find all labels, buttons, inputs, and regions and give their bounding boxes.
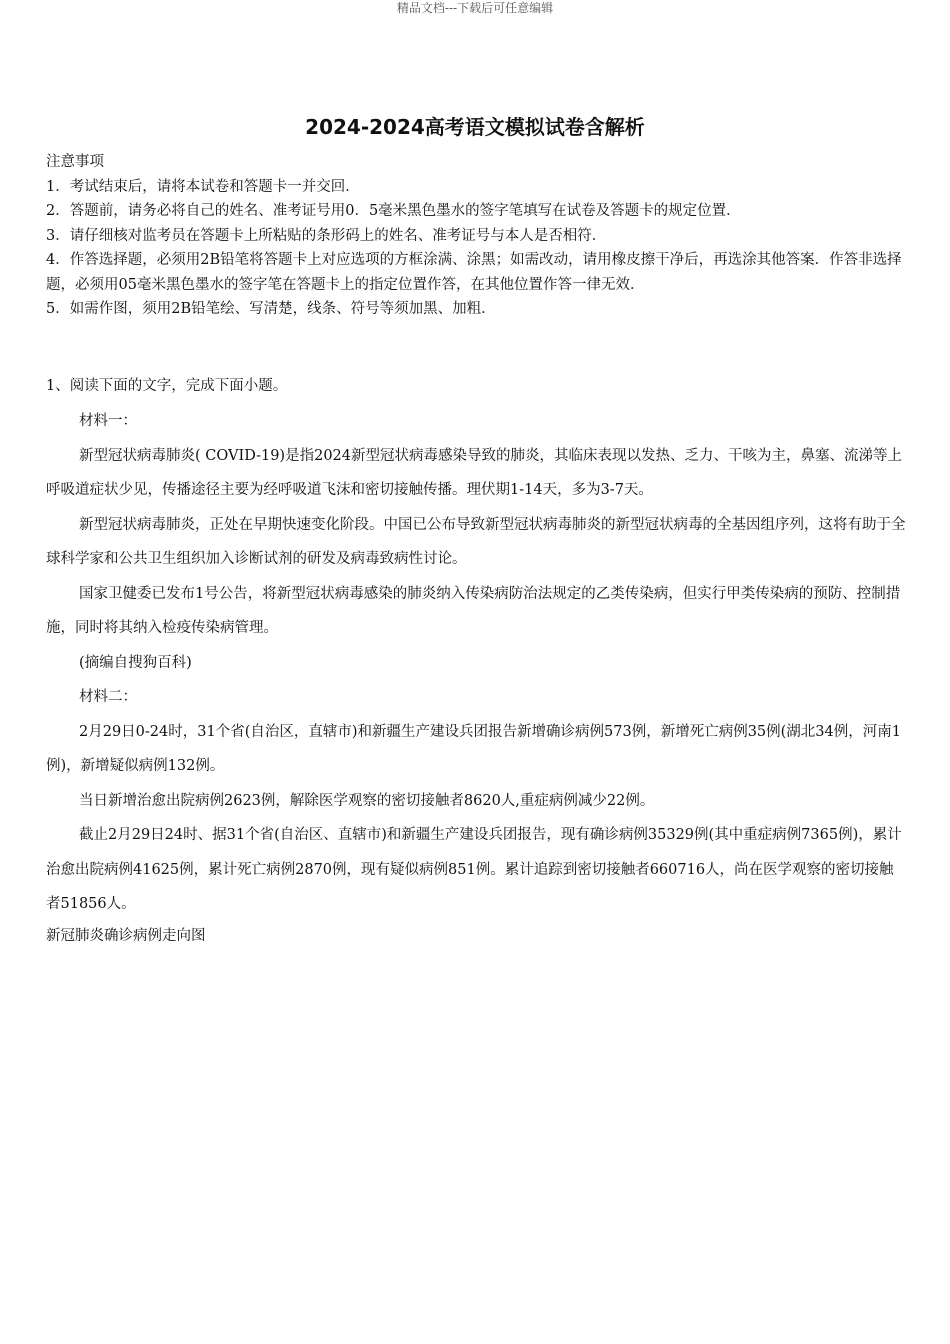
notice-item: 2．答题前，请务必将自己的姓名、准考证号用0．5毫米黑色墨水的签字笔填写在试卷及答题卡的规定位置． (46, 203, 741, 219)
paragraph: 新型冠状病毒肺炎，正处在早期快速变化阶段。中国已公布导致新型冠状病毒肺炎的新型冠状病毒的全基因组序列，这将有助于全球科学家和公共卫生组织加入诊断试剂的研发及病毒致病性讨论。 (46, 516, 906, 567)
notice-item: 4．作答选择题，必须用2B铅笔将答题卡上对应选项的方框涂满、涂黑；如需改动，请用橡皮擦干净后，再选涂其他答案．作答非选择题，必须用05毫米黑色墨水的签字笔在答题卡上的指定位置作答，在其他位置作答一律无效． (46, 252, 902, 293)
notice-heading: 注意事项 (46, 154, 104, 170)
notice-item: 5．如需作图，须用2B铅笔绘、写清楚，线条、符号等须加黑、加粗． (46, 301, 496, 317)
paragraph: 当日新增治愈出院病例2623例，解除医学观察的密切接触者8620人,重症病例减少22例。 (79, 792, 655, 809)
question-heading: 1、阅读下面的文字，完成下面小题。 (46, 378, 288, 394)
page-title: 2024-2024高考语文模拟试卷含解析 (305, 115, 645, 139)
notice-item: 1．考试结束后，请将本试卷和答题卡一并交回． (46, 178, 360, 195)
notice-item: 3．请仔细核对监考员在答题卡上所粘贴的条形码上的姓名、准考证号与本人是否相符． (46, 227, 607, 244)
source-note: (摘编自搜狗百科) (79, 654, 192, 671)
material-label: 材料二： (79, 689, 137, 705)
paragraph: 截止2月29日24时、据31个省(自治区、直辖市)和新疆生产建设兵团报告，现有确诊病例35329例(其中重症病例7365例)，累计治愈出院病例41625例，累计死亡病例2870例，现有疑似病例851例。累计追踪到密切接触者660716人，尚在医学观察的密切接触者51856人。 (46, 827, 902, 912)
notice-section (46, 150, 906, 322)
material-label: 材料一： (79, 413, 137, 429)
paragraph: 国家卫健委已发布1号公告，将新型冠状病毒感染的肺炎纳入传染病防治法规定的乙类传染病，但实行甲类传染病的预防、控制措施，同时将其纳入检疫传染病管理。 (46, 585, 901, 636)
question-section (46, 374, 908, 948)
paragraph: 2月29日0-24时，31个省(自治区，直辖市)和新疆生产建设兵团报告新增确诊病例573例，新增死亡病例35例(湖北34例，河南1例)，新增疑似病例132例。 (46, 723, 901, 774)
chart-caption: 新冠肺炎确诊病例走向图 (46, 927, 206, 944)
paragraph: 新型冠状病毒肺炎( COVID-19)是指2024新型冠状病毒感染导致的肺炎，其临床表现以发热、乏力、干咳为主，鼻塞、流涕等上呼吸道症状少见，传播途径主要为经呼吸道飞沫和密切接触传播。理伏期1-14天，多为3-7天。 (46, 447, 902, 498)
header-note: 精品文档---下载后可任意编辑 (396, 1, 554, 15)
